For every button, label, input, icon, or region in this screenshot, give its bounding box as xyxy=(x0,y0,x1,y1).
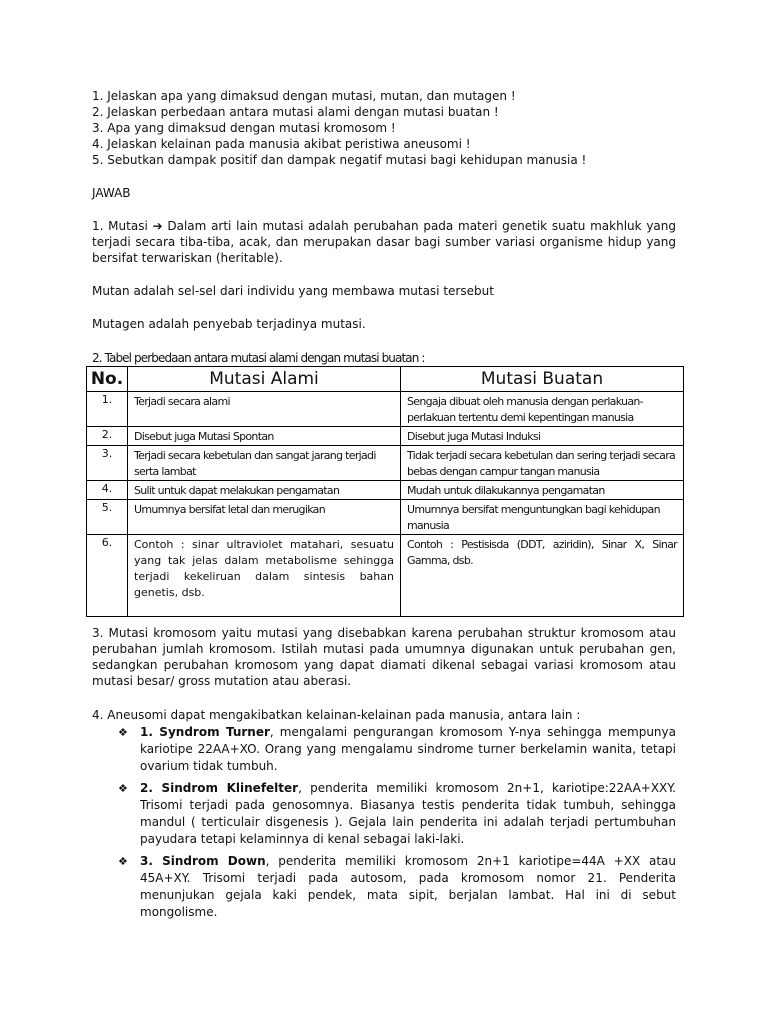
question-list xyxy=(92,88,692,168)
cell-mutasi-buatan: Disebut juga Mutasi Induksi xyxy=(401,427,684,446)
diamond-bullet-icon: ❖ xyxy=(118,855,128,868)
question-item: 2. Jelaskan perbedaan antara mutasi alami dengan mutasi buatan ! xyxy=(92,105,499,119)
answer-1-text: Dalam arti lain mutasi adalah perubahan pada materi genetik suatu makhluk yang terjadi secara tiba-tiba, acak, dan merupakan dasar bagi sumber variasi organisme hidup yang bersifat terwariskan (heritable). xyxy=(92,219,677,265)
table-row xyxy=(87,535,684,617)
header-no: No. xyxy=(87,367,128,392)
syndrome-title: 1. Syndrom Turner xyxy=(140,725,270,739)
table-header-row xyxy=(87,367,684,392)
question-item: 4. Jelaskan kelainan pada manusia akibat peristiwa aneusomi ! xyxy=(92,137,471,151)
row-number: 6. xyxy=(87,535,128,617)
row-number: 5. xyxy=(87,500,128,535)
table-row xyxy=(87,500,684,535)
header-mutasi-alami: Mutasi Alami xyxy=(128,367,401,392)
jawab-heading: JAWAB xyxy=(92,186,131,200)
diamond-bullet-icon: ❖ xyxy=(118,726,128,739)
list-item xyxy=(118,780,676,848)
answer-mutan: Mutan adalah sel-sel dari individu yang membawa mutasi tersebut xyxy=(92,284,494,298)
answer-1-prefix: 1. Mutasi xyxy=(92,219,148,233)
table-caption: 2. Tabel perbedaan antara mutasi alami dengan mutasi buatan : xyxy=(92,351,425,365)
diamond-bullet-icon: ❖ xyxy=(118,782,128,795)
syndrome-title: 3. Sindrom Down xyxy=(140,854,266,868)
table-row xyxy=(87,481,684,500)
row-number: 1. xyxy=(87,392,128,427)
answer-mutagen: Mutagen adalah penyebab terjadinya mutasi. xyxy=(92,317,366,331)
cell-mutasi-buatan: Tidak terjadi secara kebetulan dan sering terjadi secara bebas dengan campur tangan manusia xyxy=(401,446,684,481)
cell-mutasi-alami: Sulit untuk dapat melakukan pengamatan xyxy=(128,481,401,500)
table-row xyxy=(87,427,684,446)
cell-mutasi-buatan: Umumnya bersifat menguntungkan bagi kehidupan manusia xyxy=(401,500,684,535)
row-number: 2. xyxy=(87,427,128,446)
answer-3-mutasi-kromosom: 3. Mutasi kromosom yaitu mutasi yang disebabkan karena perubahan struktur kromosom atau perubahan jumlah kromosom. Istilah mutasi pada umumnya digunakan untuk perubahan gen, sedangkan perubahan kromosom yang dapat diamati dikenal sebagai variasi kromosom atau mutasi besar/ gross mutation atau aberasi. xyxy=(92,626,676,688)
cell-mutasi-buatan: Mudah untuk dilakukannya pengamatan xyxy=(401,481,684,500)
list-item xyxy=(118,724,676,775)
cell-mutasi-buatan: Sengaja dibuat oleh manusia dengan perlakuan-perlakuan tertentu demi kepentingan manusia xyxy=(401,392,684,427)
table-row xyxy=(87,446,684,481)
mutation-comparison-table xyxy=(86,366,684,617)
cell-mutasi-alami: Disebut juga Mutasi Spontan xyxy=(128,427,401,446)
syndrome-description: , penderita memiliki kromosom 2n+1 kariotipe=44A +XX atau 45A+XY. Trisomi terjadi pada autosom, pada kromosom nomor 21. Penderita menunjukan gejala kaki pendek, mata sipit, berjalan lambat. Hal ini di sebut mongolisme. xyxy=(140,854,676,919)
question-item: 1. Jelaskan apa yang dimaksud dengan mutasi, mutan, dan mutagen ! xyxy=(92,89,516,103)
header-mutasi-buatan: Mutasi Buatan xyxy=(401,367,684,392)
cell-mutasi-alami: Terjadi secara kebetulan dan sangat jarang terjadi serta lambat xyxy=(128,446,401,481)
syndrome-description: , penderita memiliki kromosom 2n+1, kariotipe:22AA+XXY. Trisomi terjadi pada genosomnya. Biasanya testis penderita tidak tumbuh, sehingga mandul ( terticulair disgenesis ). Gejala lain penderita ini adalah terjadi pertumbuhan payudara tetapi kelaminnya di kenal sebagai laki-laki. xyxy=(140,781,676,846)
cell-mutasi-alami: Umumnya bersifat letal dan merugikan xyxy=(128,500,401,535)
answer-4-intro: 4. Aneusomi dapat mengakibatkan kelainan-kelainan pada manusia, antara lain : xyxy=(92,708,581,722)
row-number: 4. xyxy=(87,481,128,500)
syndrome-title: 2. Sindrom Klinefelter xyxy=(140,781,299,795)
aneusomi-bullet-list xyxy=(118,724,676,926)
question-item: 3. Apa yang dimaksud dengan mutasi kromosom ! xyxy=(92,121,396,135)
answer-1-mutasi xyxy=(92,218,676,266)
cell-mutasi-buatan: Contoh : Pestisisda (DDT, aziridin), Sinar X, Sinar Gamma, dsb. xyxy=(401,535,684,617)
syndrome-description: , mengalami pengurangan kromosom Y-nya sehingga mempunya kariotipe 22AA+XO. Orang yang mengalamu sindrome turner berkelamin wanita, tetapi ovarium tidak tumbuh. xyxy=(140,725,676,773)
cell-mutasi-alami: Contoh : sinar ultraviolet matahari, sesuatu yang tak jelas dalam metabolisme sehingga terjadi kekeliruan dalam sintesis bahan genetis, dsb. xyxy=(128,535,401,617)
question-item: 5. Sebutkan dampak positif dan dampak negatif mutasi bagi kehidupan manusia ! xyxy=(92,153,587,167)
table-row xyxy=(87,392,684,427)
cell-mutasi-alami: Terjadi secara alami xyxy=(128,392,401,427)
row-number: 3. xyxy=(87,446,128,481)
right-arrow-icon: ➔ xyxy=(152,219,163,233)
list-item xyxy=(118,853,676,921)
